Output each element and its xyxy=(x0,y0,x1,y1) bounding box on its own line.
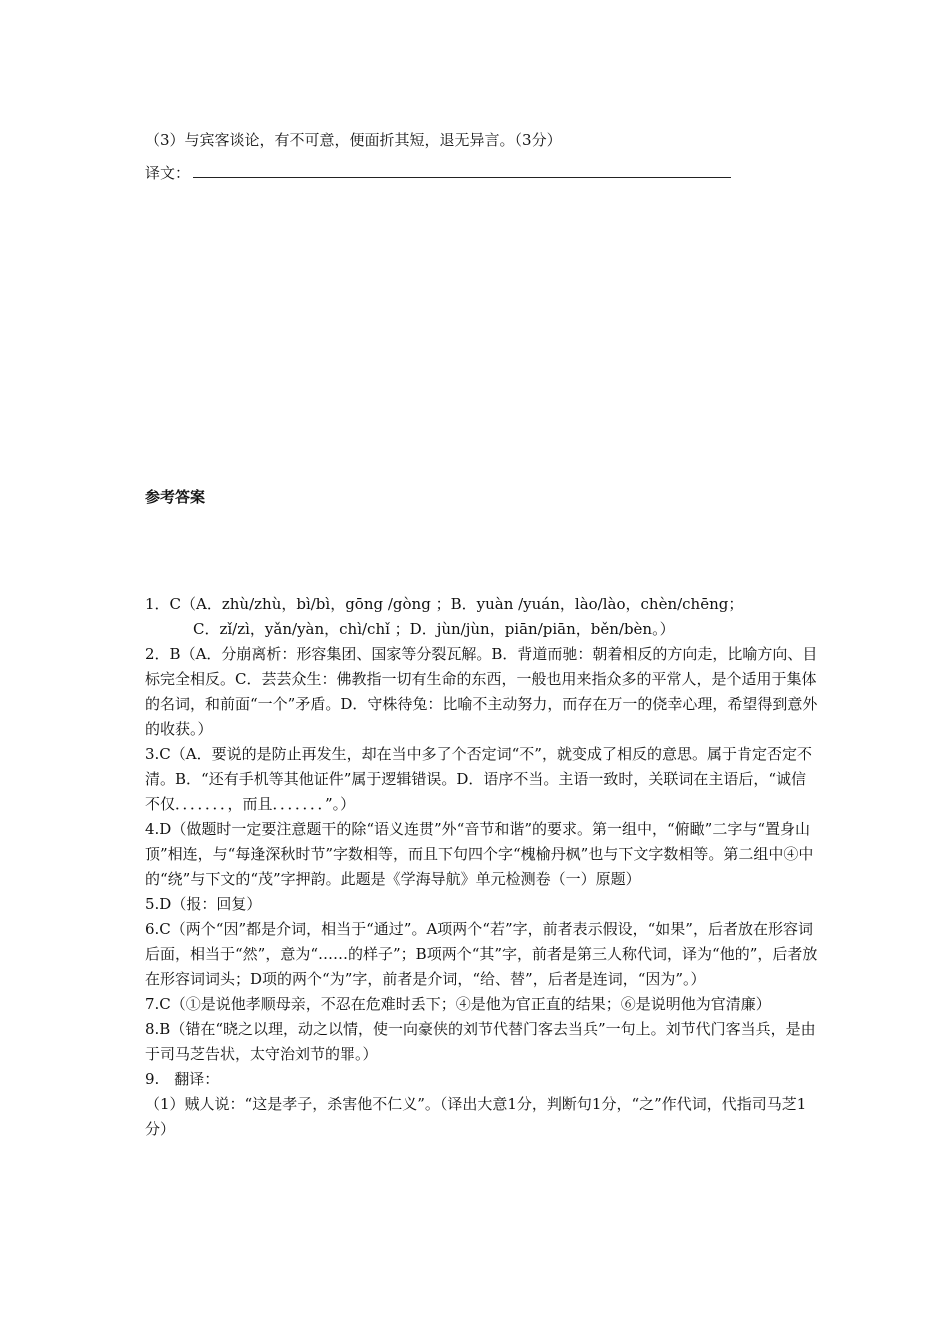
answer-9-title: 9. 翻译： xyxy=(145,1070,220,1088)
answers-heading: 参考答案 xyxy=(145,488,206,506)
answer-2: 2．B（A．分崩离析：形容集团、国家等分裂瓦解。B．背道而驰：朝着相反的方向走，比喻方向、目标完全相反。C．芸芸众生：佛教指一切有生命的东西，一般也用来指众多的平常人，是个适用于集体的名词，和前面“一个”矛盾。D．守株待兔：比喻不主动努力，而存在万一的侥幸心理，希望得到意外的收获。） xyxy=(145,645,818,738)
answer-6: 6.C（两个“因”都是介词，相当于“通过”。A项两个“若”字，前者表示假设，“如果”，后者放在形容词后面，相当于“然”，意为“……的样子”；B项两个“其”字，前者是第三人称代词，译为“他的”，后者放在形容词词头；D项的两个“为”字，前者是介词，“给、替”，后者是连词，“因为”。） xyxy=(145,920,818,988)
answer-5: 5.D（报：回复） xyxy=(145,895,262,913)
answer-1-line-2: C．zǐ/zì，yǎn/yàn，chì/chǐ ；D．jùn/jùn，piān/piān，běn/bèn。） xyxy=(193,620,675,638)
answer-3: 3.C（A．要说的是防止再发生，却在当中多了个否定词“不”，就变成了相反的意思。属于肯定否定不清。B．“还有手机等其他证件”属于逻辑错误。D．语序不当。主语一致时，关联词在主语后，“诚信不仅．．．．．．．，而且．．．．．．．”。） xyxy=(145,745,812,813)
answer-9-1: （1）贼人说：“这是孝子，杀害他不仁义”。（译出大意1分，判断句1分，“之”作代词，代指司马芝1分） xyxy=(145,1095,807,1138)
answers-list xyxy=(145,592,820,1142)
answer-4: 4.D（做题时一定要注意题干的除“语义连贯”外“音节和谐”的要求。第一组中，“俯瞰”二字与“置身山顶”相连，与“每逢深秋时节”字数相等，而且下句四个字“槐榆丹枫”也与下文字数相等。第二组中④中的“绕”与下文的“茂”字押韵。此题是《学海导航》单元检测卷（一）原题） xyxy=(145,820,814,888)
translation-label: 译文： xyxy=(145,164,191,182)
answer-1-line-1: 1．C（A．zhù/zhù，bì/bì，gōng /gòng ；B．yuàn /yuán，lào/lào，chèn/chēng； xyxy=(145,595,744,613)
question-3-text: （3）与宾客谈论，有不可意，便面折其短，退无异言。（3分） xyxy=(145,131,562,149)
answer-8: 8.B（错在“晓之以理，动之以情，使一向豪侠的刘节代替门客去当兵”一句上。刘节代门客当兵，是由于司马芝告状，太守治刘节的罪。） xyxy=(145,1020,816,1063)
translation-answer-line xyxy=(193,177,731,178)
answer-7: 7.C（①是说他孝顺母亲，不忍在危难时丢下；④是他为官正直的结果；⑥是说明他为官清廉） xyxy=(145,995,771,1013)
